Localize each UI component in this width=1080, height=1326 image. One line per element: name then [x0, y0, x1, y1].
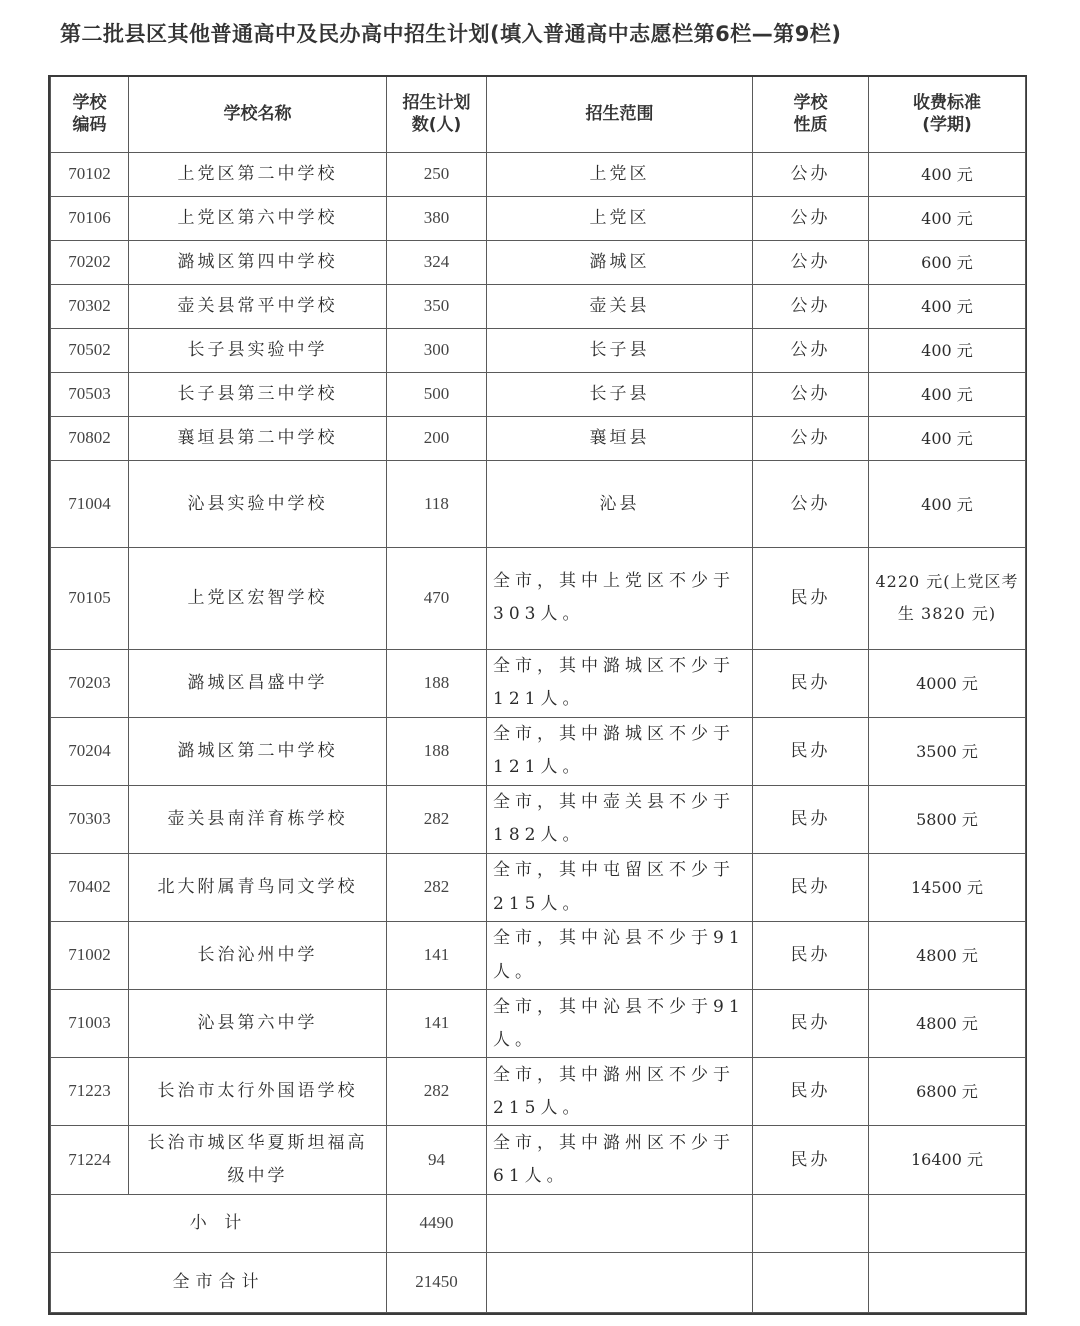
table-row: [51, 785, 1026, 853]
table-row: [51, 196, 1026, 240]
fee-standard: 400 元: [869, 152, 1026, 196]
header-plan-count: 招生计划 数(人): [387, 77, 487, 152]
admission-plan-table-frame: [48, 75, 1027, 1315]
admission-scope: 全市，其中沁县不少于91人。: [487, 922, 753, 990]
fee-standard: 16400 元: [869, 1126, 1026, 1194]
plan-count: 350: [387, 284, 487, 328]
school-code: 70802: [51, 417, 129, 461]
fee-standard: 4000 元: [869, 649, 1026, 717]
plan-count: 141: [387, 922, 487, 990]
plan-count: 200: [387, 417, 487, 461]
admission-scope: 全市，其中沁县不少于91人。: [487, 990, 753, 1058]
plan-count: 300: [387, 328, 487, 372]
header-fee: 收费标准 (学期): [869, 77, 1026, 152]
admission-scope: 全市，其中上党区不少于303人。: [487, 548, 753, 649]
plan-count: 188: [387, 649, 487, 717]
school-code: 70502: [51, 328, 129, 372]
table-row: [51, 990, 1026, 1058]
school-name: 沁县实验中学校: [129, 461, 387, 548]
table-row: [51, 649, 1026, 717]
header-school-code: 学校 编码: [51, 77, 129, 152]
school-nature: 民办: [753, 990, 869, 1058]
school-nature: 公办: [753, 284, 869, 328]
table-row: [51, 152, 1026, 196]
school-code: 70204: [51, 717, 129, 785]
admission-scope: 全市，其中潞城区不少于121人。: [487, 649, 753, 717]
admission-plan-table: [50, 77, 1026, 1313]
admission-scope: 长子县: [487, 328, 753, 372]
school-nature: 民办: [753, 922, 869, 990]
school-code: 70102: [51, 152, 129, 196]
table-row: [51, 461, 1026, 548]
admission-scope: 壶关县: [487, 284, 753, 328]
table-row: [51, 373, 1026, 417]
school-code: 70303: [51, 785, 129, 853]
school-name: 长子县第三中学校: [129, 373, 387, 417]
school-name: 上党区第六中学校: [129, 196, 387, 240]
grandtotal-value: 21450: [387, 1252, 487, 1312]
school-code: 70202: [51, 240, 129, 284]
table-row: [51, 922, 1026, 990]
school-name: 长治沁州中学: [129, 922, 387, 990]
plan-count: 500: [387, 373, 487, 417]
subtotal-label: 小 计: [51, 1194, 387, 1252]
school-name: 北大附属青鸟同文学校: [129, 853, 387, 921]
school-nature: 民办: [753, 1058, 869, 1126]
table-row: [51, 284, 1026, 328]
school-nature: 公办: [753, 373, 869, 417]
header-scope: 招生范围: [487, 77, 753, 152]
plan-count: 282: [387, 1058, 487, 1126]
school-name: 潞城区第四中学校: [129, 240, 387, 284]
school-code: 70106: [51, 196, 129, 240]
school-code: 70503: [51, 373, 129, 417]
school-code: 71002: [51, 922, 129, 990]
plan-count: 282: [387, 853, 487, 921]
grandtotal-empty-cell: [487, 1252, 753, 1312]
plan-count: 94: [387, 1126, 487, 1194]
fee-standard: 400 元: [869, 284, 1026, 328]
table-row: [51, 1058, 1026, 1126]
header-school-nature: 学校 性质: [753, 77, 869, 152]
subtotal-empty-cell: [753, 1194, 869, 1252]
table-row: [51, 717, 1026, 785]
school-name: 长子县实验中学: [129, 328, 387, 372]
fee-standard: 3500 元: [869, 717, 1026, 785]
school-name: 潞城区昌盛中学: [129, 649, 387, 717]
school-nature: 民办: [753, 717, 869, 785]
plan-count: 380: [387, 196, 487, 240]
fee-standard: 4220 元(上党区考生 3820 元): [869, 548, 1026, 649]
school-code: 71223: [51, 1058, 129, 1126]
admission-scope: 上党区: [487, 152, 753, 196]
table-row: [51, 328, 1026, 372]
school-nature: 公办: [753, 240, 869, 284]
table-header-row: [51, 77, 1026, 152]
grandtotal-empty-cell: [869, 1252, 1026, 1312]
admission-scope: 长子县: [487, 373, 753, 417]
grandtotal-label: 全市合计: [51, 1252, 387, 1312]
school-nature: 公办: [753, 417, 869, 461]
school-nature: 公办: [753, 152, 869, 196]
subtotal-empty-cell: [487, 1194, 753, 1252]
page-title: 第二批县区其他普通高中及民办高中招生计划(填入普通高中志愿栏第6栏—第9栏): [60, 22, 842, 46]
school-nature: 民办: [753, 785, 869, 853]
fee-standard: 5800 元: [869, 785, 1026, 853]
table-row: [51, 240, 1026, 284]
school-nature: 公办: [753, 328, 869, 372]
header-school-name: 学校名称: [129, 77, 387, 152]
plan-count: 250: [387, 152, 487, 196]
school-code: 70302: [51, 284, 129, 328]
fee-standard: 400 元: [869, 328, 1026, 372]
school-name: 沁县第六中学: [129, 990, 387, 1058]
school-nature: 公办: [753, 461, 869, 548]
school-nature: 民办: [753, 853, 869, 921]
fee-standard: 400 元: [869, 196, 1026, 240]
school-name: 潞城区第二中学校: [129, 717, 387, 785]
plan-count: 118: [387, 461, 487, 548]
school-nature: 民办: [753, 1126, 869, 1194]
admission-scope: 全市，其中潞州区不少于61人。: [487, 1126, 753, 1194]
admission-scope: 上党区: [487, 196, 753, 240]
admission-scope: 潞城区: [487, 240, 753, 284]
subtotal-row: [51, 1194, 1026, 1252]
school-code: 71224: [51, 1126, 129, 1194]
subtotal-empty-cell: [869, 1194, 1026, 1252]
fee-standard: 400 元: [869, 461, 1026, 548]
school-code: 70402: [51, 853, 129, 921]
fee-standard: 600 元: [869, 240, 1026, 284]
fee-standard: 4800 元: [869, 990, 1026, 1058]
admission-scope: 襄垣县: [487, 417, 753, 461]
school-code: 70203: [51, 649, 129, 717]
admission-scope: 沁县: [487, 461, 753, 548]
school-name: 上党区宏智学校: [129, 548, 387, 649]
grandtotal-row: [51, 1252, 1026, 1312]
table-row: [51, 548, 1026, 649]
school-name: 长治市太行外国语学校: [129, 1058, 387, 1126]
school-code: 70105: [51, 548, 129, 649]
admission-scope: 全市，其中潞州区不少于215人。: [487, 1058, 753, 1126]
admission-scope: 全市，其中潞城区不少于121人。: [487, 717, 753, 785]
table-row: [51, 853, 1026, 921]
table-row: [51, 1126, 1026, 1194]
school-name: 襄垣县第二中学校: [129, 417, 387, 461]
fee-standard: 400 元: [869, 373, 1026, 417]
plan-count: 470: [387, 548, 487, 649]
grandtotal-empty-cell: [753, 1252, 869, 1312]
admission-scope: 全市，其中壶关县不少于182人。: [487, 785, 753, 853]
school-name: 壶关县南洋育栋学校: [129, 785, 387, 853]
school-name: 上党区第二中学校: [129, 152, 387, 196]
fee-standard: 14500 元: [869, 853, 1026, 921]
school-name: 壶关县常平中学校: [129, 284, 387, 328]
fee-standard: 6800 元: [869, 1058, 1026, 1126]
school-name: 长治市城区华夏斯坦福高级中学: [129, 1126, 387, 1194]
school-nature: 公办: [753, 196, 869, 240]
plan-count: 188: [387, 717, 487, 785]
school-code: 71004: [51, 461, 129, 548]
plan-count: 324: [387, 240, 487, 284]
school-code: 71003: [51, 990, 129, 1058]
table-row: [51, 417, 1026, 461]
school-nature: 民办: [753, 548, 869, 649]
plan-count: 282: [387, 785, 487, 853]
subtotal-value: 4490: [387, 1194, 487, 1252]
fee-standard: 4800 元: [869, 922, 1026, 990]
plan-count: 141: [387, 990, 487, 1058]
school-nature: 民办: [753, 649, 869, 717]
admission-scope: 全市，其中屯留区不少于215人。: [487, 853, 753, 921]
fee-standard: 400 元: [869, 417, 1026, 461]
